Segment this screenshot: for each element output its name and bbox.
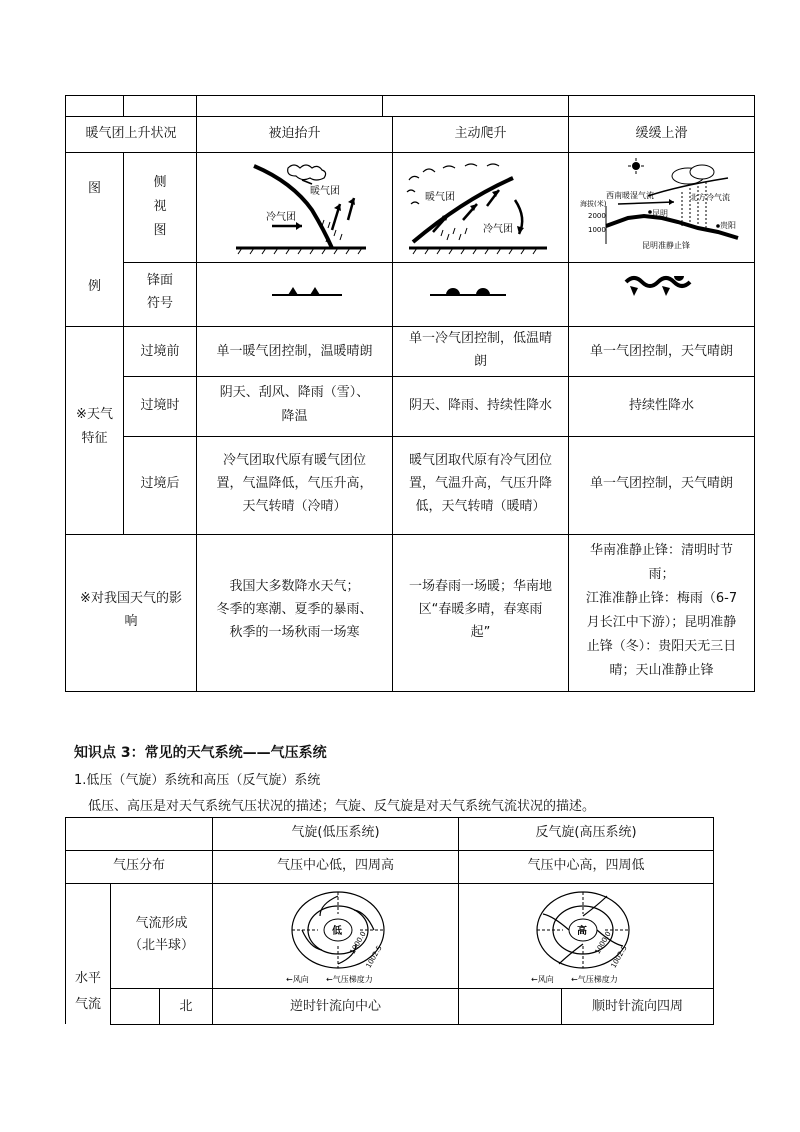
north-cyclone: 逆时针流向中心 [289, 999, 381, 1014]
cold-diagram-cold-label: 冷气团 [266, 212, 296, 223]
warm-front-diagram [403, 160, 553, 256]
anticyclone-center: 高 [577, 926, 587, 937]
side-view-label-1: 侧 [153, 175, 167, 190]
kunming-label: 昆明 [652, 209, 668, 218]
tick-1000: 1000 [588, 226, 606, 234]
cold-diagram-warm-label: 暖气团 [310, 186, 340, 197]
section3-sub1: 1.低压（气旋）系统和高压（反气旋）系统 [74, 773, 321, 788]
impact-stationary-front-1: 华南准静止锋：清明时节 [589, 543, 733, 558]
stationary-front-diagram [578, 156, 748, 258]
weather-group-label-1: ※天气 [76, 407, 113, 422]
distribution-cyclone: 气压中心低，四周高 [276, 858, 394, 873]
cold-front-diagram [232, 160, 372, 256]
impact-cold-front-3: 秋季的一场秋雨一场寒 [229, 625, 360, 640]
before-cold-front: 单一暖气团控制，温暖晴朗 [216, 344, 373, 359]
after-cold-front-1: 冷气团取代原有暖气团位 [222, 453, 366, 468]
sw-air-label: 西南暖湿气流 [606, 191, 654, 200]
anticyclone-diagram [525, 886, 655, 986]
symbol-label-2: 符号 [146, 296, 173, 311]
airflow-label-2: （北半球） [128, 938, 194, 953]
horizontal-label-1: 水平 [74, 971, 101, 986]
cold-front-rise: 被迫抬升 [268, 126, 321, 141]
section3-intro: 低压、高压是对天气系统气压状况的描述；气旋、反气旋是对天气系统气流状况的描述。 [88, 799, 596, 814]
before-label: 过境前 [140, 344, 180, 359]
front-name-label: 昆明准静止锋 [642, 241, 690, 250]
horizontal-label-2: 气流 [74, 997, 101, 1012]
during-cold-front-1: 阴天、刮风、降雨（雪）、 [219, 385, 370, 400]
cyclone-legend-force: ←气压梯度力 [326, 975, 373, 984]
impact-label-2: 响 [124, 614, 138, 629]
before-warm-front-2: 朗 [473, 354, 487, 369]
impact-warm-front-2: 区“春暖多晴，春寒雨 [418, 602, 543, 617]
symbol-label-1: 锋面 [146, 273, 173, 288]
after-warm-front-3: 低，天气转晴（暖晴） [415, 499, 546, 514]
during-stationary-front: 持续性降水 [628, 398, 694, 413]
cold-front-symbol [270, 282, 344, 298]
cyclone-isobar-outer: 1002.5 [364, 944, 384, 970]
warm-rise-label: 暖气团上升状况 [85, 126, 177, 141]
warm-front-symbol [428, 282, 508, 298]
side-view-label-2: 视 [153, 199, 167, 214]
guiyang-label: 贵阳 [720, 221, 736, 230]
impact-label-1: ※对我国天气的影 [80, 591, 182, 606]
warm-front-rise: 主动爬升 [454, 126, 507, 141]
anticyclone-isobar-outer: 1002.5 [609, 944, 629, 970]
cyclone-legend-wind: ←风向 [286, 975, 309, 984]
airflow-label-1: 气流形成 [135, 916, 188, 931]
cyclone-diagram [280, 886, 400, 986]
diagram-label-top: 图 [87, 181, 101, 196]
altitude-label: 海拔(米) [580, 200, 607, 208]
impact-stationary-front-2: 雨； [648, 567, 675, 582]
anticyclone-isobar-inner: 1000.0 [593, 930, 613, 956]
side-view-label-3: 图 [153, 223, 167, 238]
col-cyclone-header: 气旋(低压系统) [291, 825, 380, 840]
stationary-front-rise: 缓缓上滑 [635, 126, 688, 141]
after-label: 过境后 [140, 476, 180, 491]
stationary-front-symbol [622, 272, 702, 302]
after-stationary-front: 单一气团控制，天气晴朗 [589, 476, 733, 491]
warm-diagram-cold-label: 冷气团 [483, 224, 513, 235]
impact-stationary-front-3: 江淮准静止锋：梅雨（6-7 [585, 591, 738, 606]
distribution-anticyclone: 气压中心高，四周低 [527, 858, 645, 873]
after-warm-front-1: 暖气团取代原有冷气团位 [408, 453, 552, 468]
before-stationary-front: 单一气团控制，天气晴朗 [589, 344, 733, 359]
cyclone-isobar-inner: 1000.0 [348, 930, 368, 956]
after-cold-front-3: 天气转晴（冷晴） [242, 499, 347, 514]
cyclone-center: 低 [332, 926, 342, 937]
distribution-label: 气压分布 [112, 858, 165, 873]
col-anticyclone-header: 反气旋(高压系统) [535, 825, 637, 840]
tick-2000: 2000 [588, 212, 606, 220]
weather-group-label-2: 特征 [81, 431, 108, 446]
during-label: 过境时 [140, 398, 180, 413]
during-cold-front-2: 降温 [281, 409, 308, 424]
impact-stationary-front-4: 月长江中下游）；昆明准静 [586, 615, 737, 630]
after-cold-front-2: 置，气温降低，气压升高， [216, 476, 373, 491]
impact-warm-front-1: 一场春雨一场暖；华南地 [408, 579, 552, 594]
north-label: 北 [179, 999, 193, 1014]
impact-stationary-front-5: 止锋（冬）：贵阳天无三日 [586, 639, 737, 654]
before-warm-front-1: 单一冷气团控制，低温晴 [408, 331, 552, 346]
anticyclone-legend-force: ←气压梯度力 [571, 975, 618, 984]
impact-stationary-front-6: 晴；天山准静止锋 [609, 663, 714, 678]
after-warm-front-2: 置，气温升高，气压升降 [408, 476, 552, 491]
warm-diagram-warm-label: 暖气团 [425, 192, 455, 203]
impact-cold-front-1: 我国大多数降水天气； [229, 579, 360, 594]
diagram-label-bottom: 例 [87, 279, 101, 294]
during-warm-front: 阴天、降雨、持续性降水 [408, 398, 552, 413]
impact-warm-front-3: 起” [470, 625, 491, 640]
impact-cold-front-2: 冬季的寒潮、夏季的暴雨、 [216, 602, 373, 617]
section3-heading: 知识点 3：常见的天气系统——气压系统 [74, 745, 327, 761]
north-anticyclone: 顺时针流向四周 [591, 999, 683, 1014]
north-air-label: 北方冷气流 [690, 193, 730, 202]
anticyclone-legend-wind: ←风向 [531, 975, 554, 984]
